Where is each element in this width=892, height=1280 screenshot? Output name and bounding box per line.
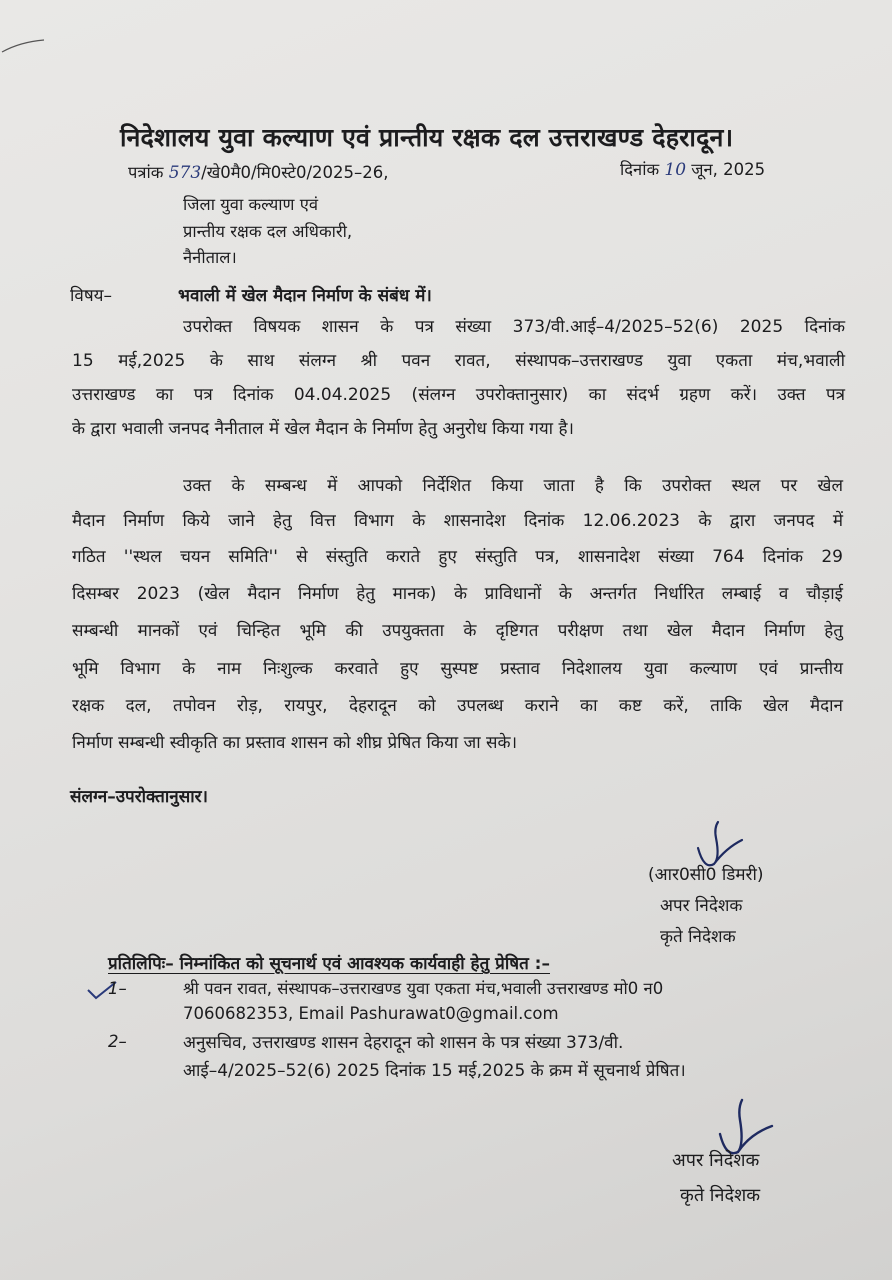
- date-label: दिनांक: [620, 160, 660, 179]
- ref-label: पत्रांक: [128, 163, 164, 182]
- enclosure-note: संलग्न–उपरोक्तानुसार।: [70, 787, 208, 807]
- para2-line: भूमि विभाग के नाम निःशुल्क करवाते हुए सुस्पष्ट प्रस्ताव निदेशालय युवा कल्याण एवं प्रान्तीय: [72, 659, 843, 679]
- copy-item-number: 2–: [108, 1032, 127, 1051]
- addressee-line-3: नैनीताल।: [183, 248, 237, 267]
- copy-item-number: 1–: [108, 979, 127, 998]
- date-line: [620, 157, 765, 180]
- signatory-name: (आर0सी0 डिमरी): [648, 865, 764, 885]
- signatory2-for: कृते निदेशक: [680, 1185, 761, 1206]
- pen-mark-icon: [0, 36, 50, 56]
- para1-line: उत्तराखण्ड का पत्र दिनांक 04.04.2025 (संलग्न उपरोक्तानुसार) का संदर्भ ग्रहण करें। उक्त पत्र: [72, 385, 845, 405]
- para1-line: 15 मई,2025 के साथ संलग्न श्री पवन रावत, संस्थापक–उत्तराखण्ड युवा एकता मंच,भवाली: [72, 351, 845, 371]
- ref-line: [128, 160, 389, 183]
- ref-rest: /खे0मै0/मि0स्टे0/2025–26,: [201, 163, 389, 182]
- copy-item-line: 7060682353, Email Pashurawat0@gmail.com: [183, 1004, 559, 1023]
- para2-line: सम्बन्धी मानकों एवं चिन्हित भूमि की उपयुक्तता के दृष्टिगत परीक्षण तथा खेल मैदान निर्माण हेतु: [72, 621, 843, 641]
- subject-text: भवाली में खेल मैदान निर्माण के संबंध में।: [178, 286, 432, 306]
- ref-number-handwritten: 573: [168, 163, 202, 183]
- copy-item-line: अनुसचिव, उत्तराखण्ड शासन देहरादून को शासन के पत्र संख्या 373/वी.: [183, 1033, 624, 1053]
- copy-heading: प्रतिलिपिः– निम्नांकित को सूचनार्थ एवं आवश्यक कार्यवाही हेतु प्रेषित :–: [108, 954, 550, 974]
- para2-line: उक्त के सम्बन्ध में आपको निर्देशित किया जाता है कि उपरोक्त स्थल पर खेल: [183, 476, 843, 496]
- page-title: निदेशालय युवा कल्याण एवं प्रान्तीय रक्षक दल उत्तराखण्ड देहरादून।: [120, 123, 734, 152]
- addressee-line-1: जिला युवा कल्याण एवं: [183, 195, 319, 214]
- para2-line: गठित ''स्थल चयन समिति'' से संस्तुति कराते हुए संस्तुति पत्र, शासनादेश संख्या 764 दिनांक 29: [72, 547, 843, 567]
- subject-label: विषय–: [70, 286, 113, 306]
- copy-item-line: श्री पवन रावत, संस्थापक–उत्तराखण्ड युवा एकता मंच,भवाली उत्तराखण्ड मो0 न0: [183, 979, 664, 998]
- para1-line: के द्वारा भवाली जनपद नैनीताल में खेल मैदान के निर्माण हेतु अनुरोध किया गया है।: [72, 419, 574, 439]
- para2-line: मैदान निर्माण किये जाने हेतु वित्त विभाग के शासनादेश दिनांक 12.06.2023 के द्वारा जनपद में: [72, 511, 843, 531]
- signatory-designation: अपर निदेशक: [660, 896, 743, 916]
- copy-item-line: आई–4/2025–52(6) 2025 दिनांक 15 मई,2025 के क्रम में सूचनार्थ प्रेषित।: [183, 1061, 686, 1081]
- para2-line: रक्षक दल, तपोवन रोड़, रायपुर, देहरादून को उपलब्ध कराने का कष्ट करें, ताकि खेल मैदान: [72, 696, 843, 716]
- date-day-handwritten: 10: [664, 160, 687, 180]
- date-rest: जून, 2025: [691, 160, 766, 179]
- addressee-line-2: प्रान्तीय रक्षक दल अधिकारी,: [183, 222, 353, 241]
- para1-line: उपरोक्त विषयक शासन के पत्र संख्या 373/वी.आई–4/2025–52(6) 2025 दिनांक: [183, 317, 845, 337]
- signatory2-designation: अपर निदेशक: [672, 1150, 760, 1171]
- para2-line: दिसम्बर 2023 (खेल मैदान निर्माण हेतु मानक) के प्राविधानों के अन्तर्गत निर्धारित लम्बाई व चौड़ाई: [72, 584, 843, 604]
- para2-line: निर्माण सम्बन्धी स्वीकृति का प्रस्ताव शासन को शीघ्र प्रेषित किया जा सके।: [72, 733, 518, 753]
- signatory-for: कृते निदेशक: [660, 927, 736, 947]
